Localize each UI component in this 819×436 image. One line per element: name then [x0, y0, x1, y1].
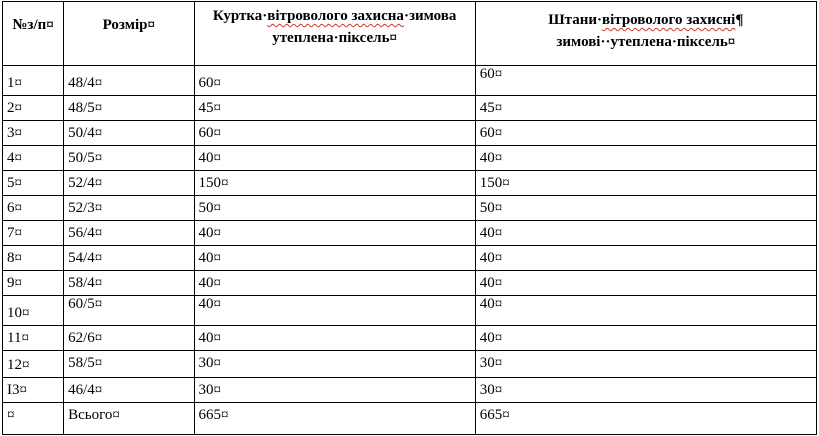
cell-size: 60/5¤ [64, 296, 194, 326]
cell-num: 2¤ [3, 96, 64, 121]
cell-jacket: 150¤ [194, 171, 475, 196]
cell-size: 48/5¤ [64, 96, 194, 121]
table-row [3, 221, 817, 246]
header-row [3, 2, 817, 66]
cell-num: 10¤ [3, 296, 64, 326]
cell-num: 8¤ [3, 246, 64, 271]
cell-pants: 60¤ [475, 121, 816, 146]
cell-jacket: 60¤ [194, 121, 475, 146]
cell-size: 50/4¤ [64, 121, 194, 146]
cell-num: 6¤ [3, 196, 64, 221]
cell-num: 4¤ [3, 146, 64, 171]
cell-size: 52/4¤ [64, 171, 194, 196]
spellcheck-underline: вітроволого захисні [602, 12, 736, 28]
cell-jacket: 50¤ [194, 196, 475, 221]
table-row [3, 246, 817, 271]
cell-num: 12¤ [3, 351, 64, 378]
cell-pants: 30¤ [475, 378, 816, 403]
sizes-table [2, 1, 817, 435]
header-num: №з/п¤ [3, 2, 64, 66]
cell-jacket: 45¤ [194, 96, 475, 121]
cell-size: 48/4¤ [64, 66, 194, 96]
cell-jacket: 665¤ [194, 403, 475, 435]
cell-num: 5¤ [3, 171, 64, 196]
header-jacket: Куртка·вітроволого захисна·зимова утеплена·піксель¤ [194, 2, 475, 66]
cell-num: 7¤ [3, 221, 64, 246]
cell-jacket: 60¤ [194, 66, 475, 96]
cell-jacket: 40¤ [194, 146, 475, 171]
cell-size: Всього¤ [64, 403, 194, 435]
cell-size: 58/5¤ [64, 351, 194, 378]
cell-pants: 40¤ [475, 296, 816, 326]
cell-pants: 40¤ [475, 146, 816, 171]
cell-num: I3¤ [3, 378, 64, 403]
table-row [3, 171, 817, 196]
cell-pants: 60¤ [475, 66, 816, 96]
cell-pants: 40¤ [475, 271, 816, 296]
cell-jacket: 30¤ [194, 378, 475, 403]
cell-num: ¤ [3, 403, 64, 435]
total-row [3, 403, 817, 435]
cell-num: 11¤ [3, 326, 64, 351]
cell-jacket: 40¤ [194, 326, 475, 351]
table-row [3, 378, 817, 403]
spellcheck-underline: вітроволого захисна [267, 8, 404, 24]
cell-pants: 40¤ [475, 221, 816, 246]
cell-jacket: 40¤ [194, 296, 475, 326]
table-row [3, 96, 817, 121]
cell-size: 52/3¤ [64, 196, 194, 221]
cell-pants: 40¤ [475, 326, 816, 351]
cell-pants: 50¤ [475, 196, 816, 221]
cell-size: 54/4¤ [64, 246, 194, 271]
cell-pants: 150¤ [475, 171, 816, 196]
cell-size: 56/4¤ [64, 221, 194, 246]
cell-pants: 665¤ [475, 403, 816, 435]
cell-size: 62/6¤ [64, 326, 194, 351]
table-row [3, 326, 817, 351]
cell-pants: 30¤ [475, 351, 816, 378]
cell-pants: 40¤ [475, 246, 816, 271]
table-row [3, 146, 817, 171]
cell-pants: 45¤ [475, 96, 816, 121]
table-row [3, 66, 817, 96]
header-size: Розмір¤ [64, 2, 194, 66]
cell-size: 50/5¤ [64, 146, 194, 171]
cell-jacket: 40¤ [194, 271, 475, 296]
table-row [3, 351, 817, 378]
cell-size: 58/4¤ [64, 271, 194, 296]
cell-num: 1¤ [3, 66, 64, 96]
table-row [3, 271, 817, 296]
cell-jacket: 40¤ [194, 246, 475, 271]
cell-size: 46/4¤ [64, 378, 194, 403]
cell-num: 9¤ [3, 271, 64, 296]
cell-num: 3¤ [3, 121, 64, 146]
table-row [3, 121, 817, 146]
table-row [3, 296, 817, 326]
header-pants: Штани·вітроволого захисні¶ зимові··утеплена·піксель¤ [475, 2, 816, 66]
cell-jacket: 30¤ [194, 351, 475, 378]
cell-jacket: 40¤ [194, 221, 475, 246]
table-row [3, 196, 817, 221]
